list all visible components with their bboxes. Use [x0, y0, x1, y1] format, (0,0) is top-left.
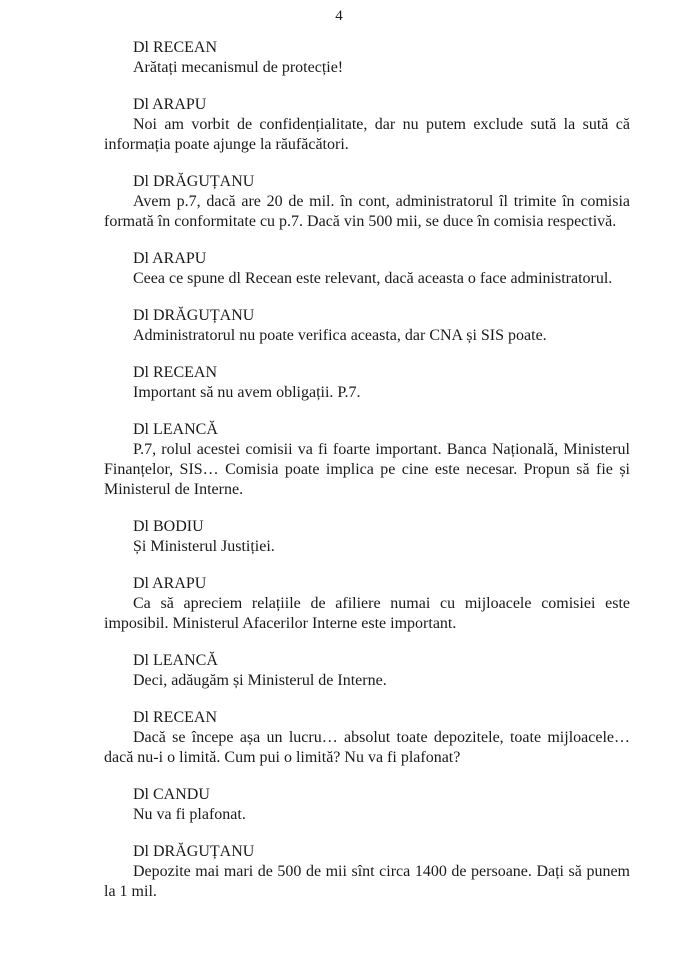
speaker-name: Dl LEANCĂ [133, 652, 218, 669]
transcript [104, 38, 630, 919]
speaker-name: Dl DRĂGUȚANU [133, 173, 255, 190]
speech-text: Administratorul nu poate verifica aceasta, dar CNA și SIS poate. [133, 327, 547, 344]
speaker-name: Dl ARAPU [133, 96, 207, 113]
speech-text: Ca să apreciem relațiile de afiliere numai cu mijloacele comisiei este imposibil. Ministerul Afacerilor Interne este important. [104, 595, 630, 632]
transcript-entry [104, 172, 630, 232]
transcript-entry [104, 38, 630, 78]
speaker-name: Dl ARAPU [133, 575, 207, 592]
speaker-name: Dl RECEAN [133, 364, 217, 381]
speech-text: Depozite mai mari de 500 de mii sînt circa 1400 de persoane. Dați să punem la 1 mil. [104, 863, 630, 900]
speech-text: Și Ministerul Justiției. [133, 538, 275, 555]
speech-text: Avem p.7, dacă are 20 de mil. în cont, administratorul îl trimite în comisia formată în conformitate cu p.7. Dacă vin 500 mii, se duce în comisia respectivă. [104, 193, 630, 230]
speaker-name: Dl LEANCĂ [133, 421, 218, 438]
speaker-name: Dl RECEAN [133, 39, 217, 56]
transcript-entry [104, 249, 630, 289]
transcript-entry [104, 785, 630, 825]
transcript-entry [104, 517, 630, 557]
transcript-entry [104, 306, 630, 346]
transcript-entry [104, 363, 630, 403]
speaker-name: Dl CANDU [133, 786, 210, 803]
speech-text: Ceea ce spune dl Recean este relevant, dacă aceasta o face administratorul. [133, 270, 613, 287]
speaker-name: Dl DRĂGUȚANU [133, 307, 255, 324]
speech-text: Noi am vorbit de confidențialitate, dar nu putem exclude sută la sută că informația poate ajunge la răufăcători. [104, 116, 630, 153]
page-number: 4 [335, 8, 343, 24]
transcript-entry [104, 708, 630, 768]
speaker-name: Dl ARAPU [133, 250, 207, 267]
speech-text: Arătați mecanismul de protecție! [133, 59, 344, 76]
speech-text: P.7, rolul acestei comisii va fi foarte important. Banca Națională, Ministerul Finanțelor, SIS… Comisia poate implica pe cine este necesar. Propun să fie și Ministerul de Interne. [104, 441, 630, 498]
speaker-name: Dl BODIU [133, 518, 204, 535]
speech-text: Nu va fi plafonat. [133, 806, 246, 823]
transcript-entry [104, 95, 630, 155]
speech-text: Dacă se începe așa un lucru… absolut toate depozitele, toate mijloacele… dacă nu-i o limită. Cum pui o limită? Nu va fi plafonat? [104, 729, 630, 766]
speaker-name: Dl RECEAN [133, 709, 217, 726]
speech-text: Deci, adăugăm și Ministerul de Interne. [133, 672, 387, 689]
transcript-entry [104, 420, 630, 500]
transcript-entry [104, 574, 630, 634]
transcript-entry [104, 842, 630, 902]
speech-text: Important să nu avem obligații. P.7. [133, 384, 361, 401]
transcript-entry [104, 651, 630, 691]
speaker-name: Dl DRĂGUȚANU [133, 843, 255, 860]
